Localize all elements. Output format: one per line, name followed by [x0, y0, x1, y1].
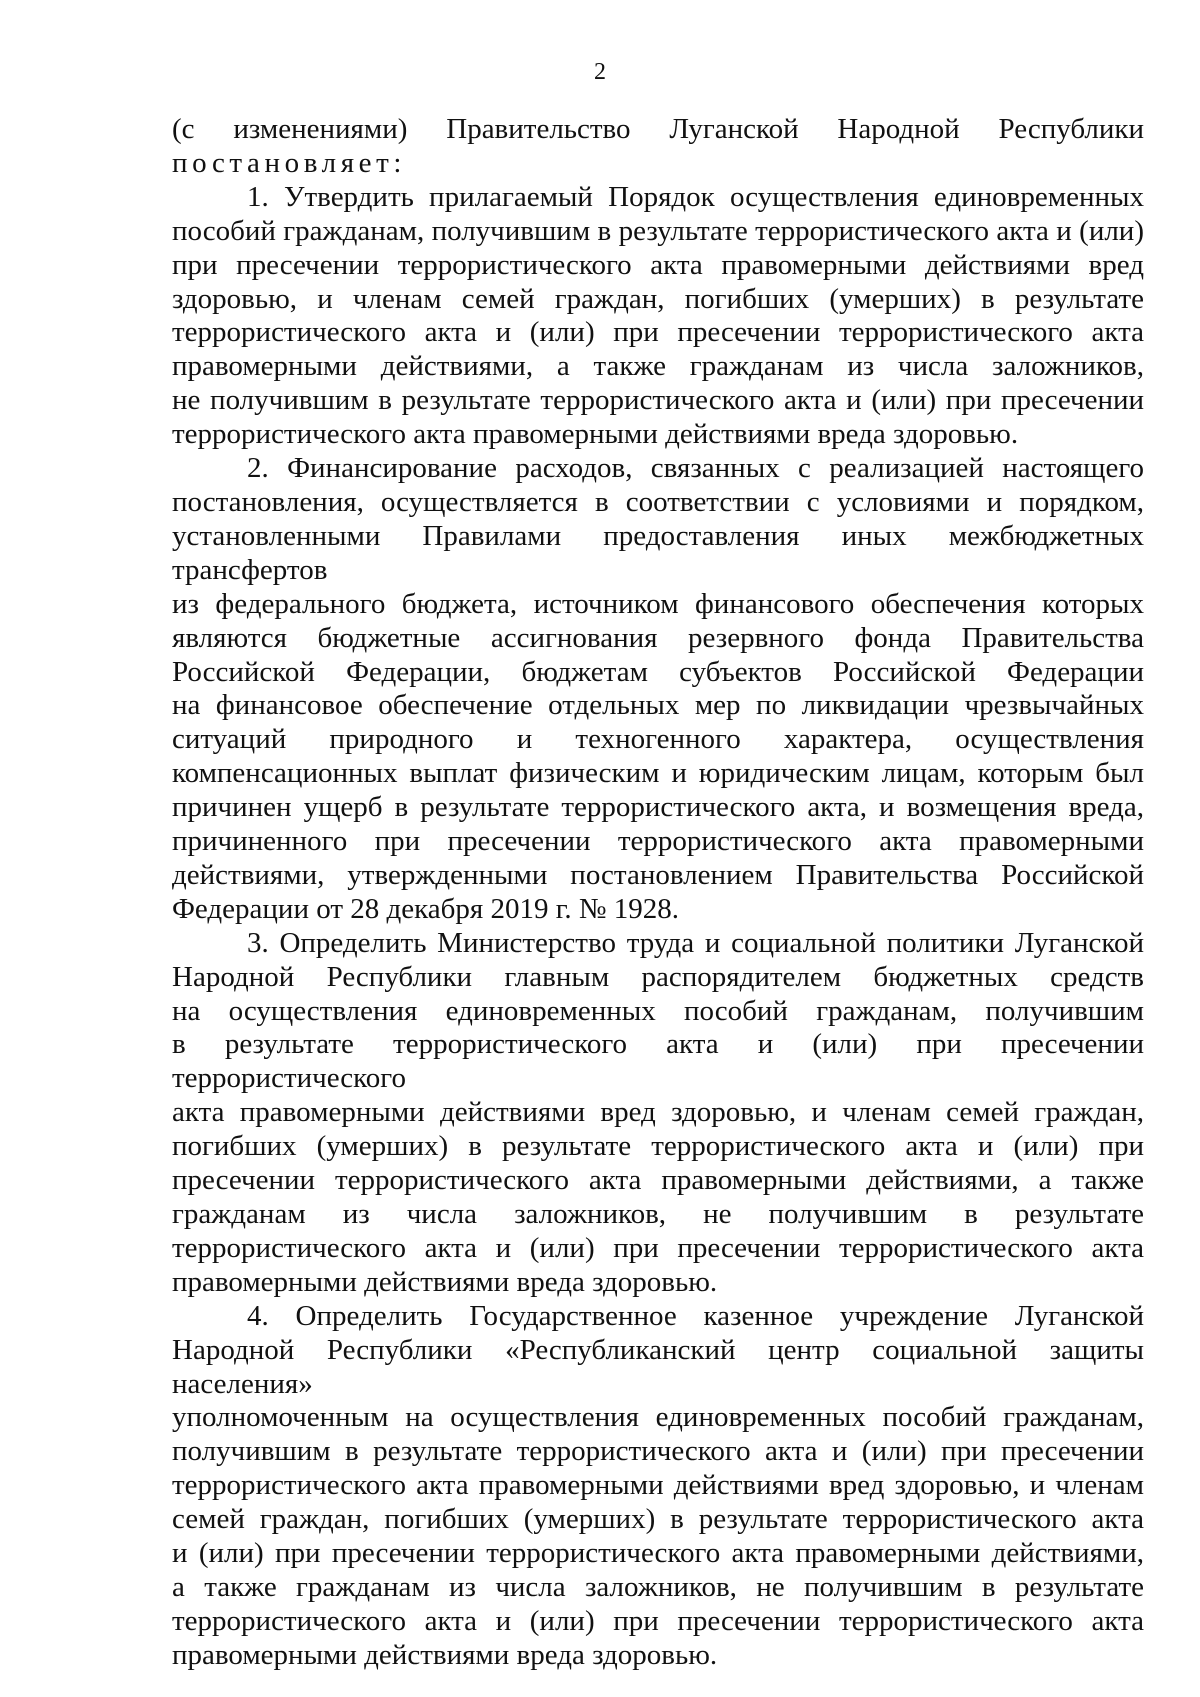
- paragraph-line: террористического акта и (или) при пресечении террористического акта: [172, 1231, 1144, 1264]
- paragraph-line: постановления, осуществляется в соответствии с условиями и порядком,: [172, 485, 1144, 518]
- paragraph-line: действиями, утвержденными постановлением Правительства Российской: [172, 858, 1144, 891]
- paragraph-line: на осуществления единовременных пособий гражданам, получившим: [172, 994, 1144, 1027]
- paragraph-line: акта правомерными действиями вред здоровью, и членам семей граждан,: [172, 1096, 1144, 1129]
- paragraph-line: Российской Федерации, бюджетам субъектов Российской Федерации: [172, 655, 1144, 688]
- paragraph-4: [172, 1300, 1144, 1673]
- paragraph-line: террористического акта и (или) при пресечении террористического акта: [172, 316, 1144, 349]
- paragraph-line: и (или) при пресечении террористического акта правомерными действиями,: [172, 1537, 1144, 1570]
- paragraph-line: установленными Правилами предоставления иных межбюджетных трансфертов: [172, 519, 1144, 586]
- paragraph-line: Федерации от 28 декабря 2019 г. № 1928.: [172, 892, 680, 925]
- paragraph-line: 3. Определить Министерство труда и социальной политики Луганской: [247, 926, 1144, 959]
- paragraph-line: ситуаций природного и техногенного характера, осуществления: [172, 723, 1144, 756]
- paragraph-1: [172, 181, 1144, 452]
- paragraph-line: при пресечении террористического акта правомерными действиями вред: [172, 248, 1144, 281]
- paragraph-2: [172, 452, 1144, 927]
- paragraph-line: пособий гражданам, получившим в результате террористического акта и (или): [172, 214, 1144, 247]
- paragraph-line: террористического акта и (или) при пресечении террористического акта: [172, 1604, 1144, 1637]
- paragraph-line: правомерными действиями, а также гражданам из числа заложников,: [172, 350, 1144, 383]
- paragraph-line: а также гражданам из числа заложников, не получившим в результате: [172, 1570, 1144, 1603]
- paragraph-line: правомерными действиями вреда здоровью.: [172, 1638, 718, 1671]
- paragraph-line: причинен ущерб в результате террористического акта, и возмещения вреда,: [172, 791, 1144, 824]
- paragraph-line: 2. Финансирование расходов, связанных с реализацией настоящего: [247, 452, 1144, 485]
- paragraph-line: не получившим в результате террористического акта и (или) при пресечении: [172, 384, 1144, 417]
- paragraph-line: являются бюджетные ассигнования резервного фонда Правительства: [172, 621, 1144, 654]
- paragraph-line: получившим в результате террористического акта и (или) при пресечении: [172, 1435, 1144, 1468]
- paragraph-3: [172, 927, 1144, 1300]
- paragraph-line: на финансовое обеспечение отдельных мер по ликвидации чрезвычайных: [172, 689, 1144, 722]
- paragraph-line: террористического акта правомерными действиями вред здоровью, и членам: [172, 1469, 1144, 1502]
- paragraph-line: террористического акта правомерными действиями вреда здоровью.: [172, 418, 1019, 451]
- paragraph-line: 4. Определить Государственное казенное учреждение Луганской: [247, 1299, 1144, 1332]
- paragraph-line: семей граждан, погибших (умерших) в результате террористического акта: [172, 1503, 1144, 1536]
- paragraph-line: компенсационных выплат физическим и юридическим лицам, которым был: [172, 757, 1144, 790]
- paragraph-line: пресечении террористического акта правомерными действиями, а также: [172, 1164, 1144, 1197]
- document-body: [172, 113, 1144, 1673]
- paragraph-line: Народной Республики «Республиканский центр социальной защиты населения»: [172, 1333, 1144, 1400]
- paragraph-line: здоровью, и членам семей граждан, погибших (умерших) в результате: [172, 282, 1144, 315]
- paragraph-line: в результате террористического акта и (или) при пресечении террористического: [172, 1028, 1144, 1095]
- paragraph-line: правомерными действиями вреда здоровью.: [172, 1265, 718, 1298]
- page-number: 2: [594, 59, 606, 85]
- paragraph-line: из федерального бюджета, источником финансового обеспечения которых: [172, 587, 1144, 620]
- paragraph-line: Народной Республики главным распорядителем бюджетных средств: [172, 960, 1144, 993]
- intro-decree-word: постановляет:: [172, 146, 407, 179]
- paragraph-line: уполномоченным на осуществления единовременных пособий гражданам,: [172, 1401, 1144, 1434]
- paragraph-line: гражданам из числа заложников, не получившим в результате: [172, 1198, 1144, 1230]
- paragraph-line: погибших (умерших) в результате террористического акта и (или) при: [172, 1130, 1144, 1163]
- paragraph-line: 1. Утвердить прилагаемый Порядок осуществления единовременных: [247, 180, 1144, 213]
- paragraph-line: причиненного при пресечении террористического акта правомерными: [172, 825, 1144, 858]
- intro-line: (с изменениями) Правительство Луганской Народной Республики: [172, 113, 1144, 145]
